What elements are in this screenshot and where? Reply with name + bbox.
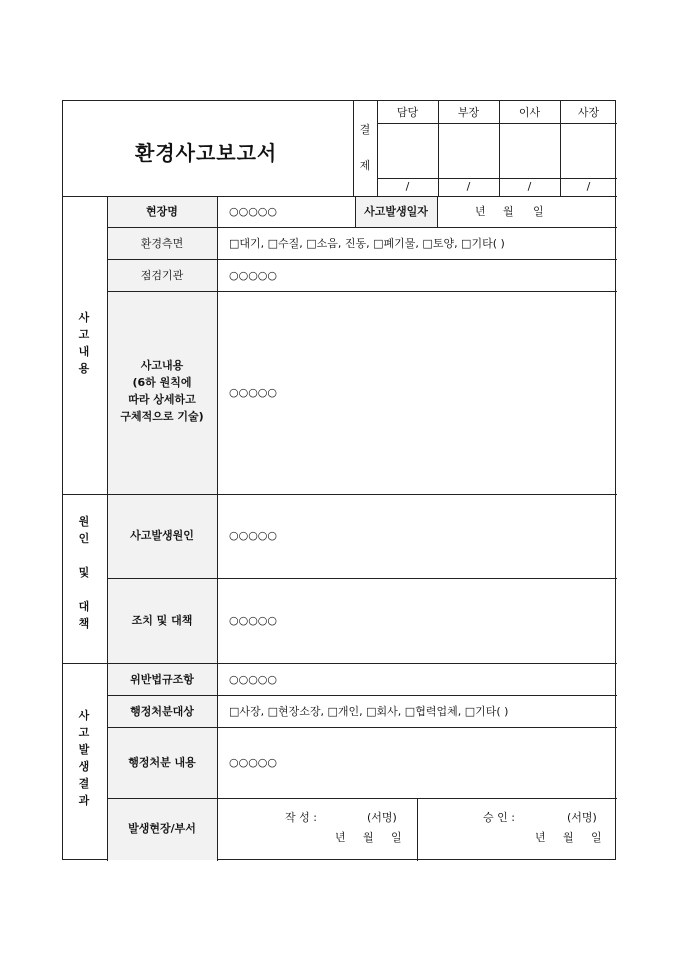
signature-box-staff[interactable] bbox=[377, 123, 438, 178]
department-label: 발생현장/부서 bbox=[128, 822, 196, 835]
violated-law-value[interactable]: ○○○○○ bbox=[229, 673, 277, 686]
signature-box-director[interactable] bbox=[499, 123, 560, 178]
environment-aspect-label: 환경측면 bbox=[140, 237, 184, 250]
environment-aspect-options[interactable]: □대기, □수질, □소음, 진동, □폐기물, □토양, □기타( ) bbox=[229, 237, 505, 250]
approver-manager: 부장 bbox=[457, 106, 480, 119]
form-title: 환경사고보고서 bbox=[135, 141, 278, 165]
accident-date-month[interactable]: 월 bbox=[503, 205, 514, 218]
approval-date-director: / bbox=[527, 180, 532, 193]
approver-staff: 담당 bbox=[396, 106, 419, 119]
written-month[interactable]: 월 bbox=[363, 831, 374, 844]
approved-month[interactable]: 월 bbox=[563, 831, 574, 844]
written-by-label: 작 성 : bbox=[285, 811, 317, 824]
accident-content-label-line2: (6하 원칙에 bbox=[132, 376, 192, 389]
section-label-cause-measure: 원 인 및 대 책 bbox=[78, 515, 90, 630]
penalty-target-options[interactable]: □사장, □현장소장, □개인, □회사, □협력업체, □기타( ) bbox=[229, 705, 509, 718]
site-name-label: 현장명 bbox=[146, 205, 178, 218]
written-day[interactable]: 일 bbox=[391, 831, 402, 844]
signature-box-manager[interactable] bbox=[438, 123, 499, 178]
violated-law-label: 위반법규조항 bbox=[130, 673, 194, 686]
approved-year[interactable]: 년 bbox=[535, 831, 546, 844]
approval-date-staff: / bbox=[405, 180, 410, 193]
accident-report-form bbox=[62, 100, 616, 860]
penalty-content-value[interactable]: ○○○○○ bbox=[229, 756, 277, 769]
inspection-agency-value[interactable]: ○○○○○ bbox=[229, 269, 277, 282]
countermeasure-label: 조치 및 대책 bbox=[131, 614, 193, 627]
penalty-target-label: 행정처분대상 bbox=[130, 705, 194, 718]
accident-content-value[interactable]: ○○○○○ bbox=[229, 386, 277, 399]
approval-label-top: 결 bbox=[359, 123, 371, 136]
accident-cause-label: 사고발생원인 bbox=[130, 529, 194, 542]
approved-day[interactable]: 일 bbox=[591, 831, 602, 844]
accident-date-day[interactable]: 일 bbox=[533, 205, 544, 218]
accident-date-year[interactable]: 년 bbox=[475, 205, 486, 218]
accident-cause-value[interactable]: ○○○○○ bbox=[229, 529, 277, 542]
accident-content-label-line1: 사고내용 bbox=[140, 359, 184, 372]
approved-by-sign[interactable]: (서명) bbox=[567, 811, 597, 824]
accident-content-label-line3: 따라 상세하고 bbox=[128, 393, 196, 406]
approval-date-president: / bbox=[586, 180, 591, 193]
accident-content-label-line4: 구체적으로 기술) bbox=[120, 410, 204, 423]
section-label-accident-content: 사 고 내 용 bbox=[78, 311, 90, 375]
approval-label-bottom: 제 bbox=[359, 159, 371, 172]
approver-director: 이사 bbox=[518, 106, 541, 119]
signature-box-president[interactable] bbox=[560, 123, 617, 178]
written-year[interactable]: 년 bbox=[335, 831, 346, 844]
approver-president: 사장 bbox=[577, 106, 600, 119]
approved-by-label: 승 인 : bbox=[483, 811, 515, 824]
site-name-value[interactable]: ○○○○○ bbox=[229, 205, 277, 218]
written-by-sign[interactable]: (서명) bbox=[367, 811, 397, 824]
accident-date-label: 사고발생일자 bbox=[364, 205, 428, 218]
section-label-accident-result: 사 고 발 생 결 과 bbox=[78, 709, 90, 807]
approval-date-manager: / bbox=[466, 180, 471, 193]
penalty-content-label: 행정처분 내용 bbox=[128, 756, 196, 769]
countermeasure-value[interactable]: ○○○○○ bbox=[229, 614, 277, 627]
inspection-agency-label: 점검기관 bbox=[140, 269, 184, 282]
